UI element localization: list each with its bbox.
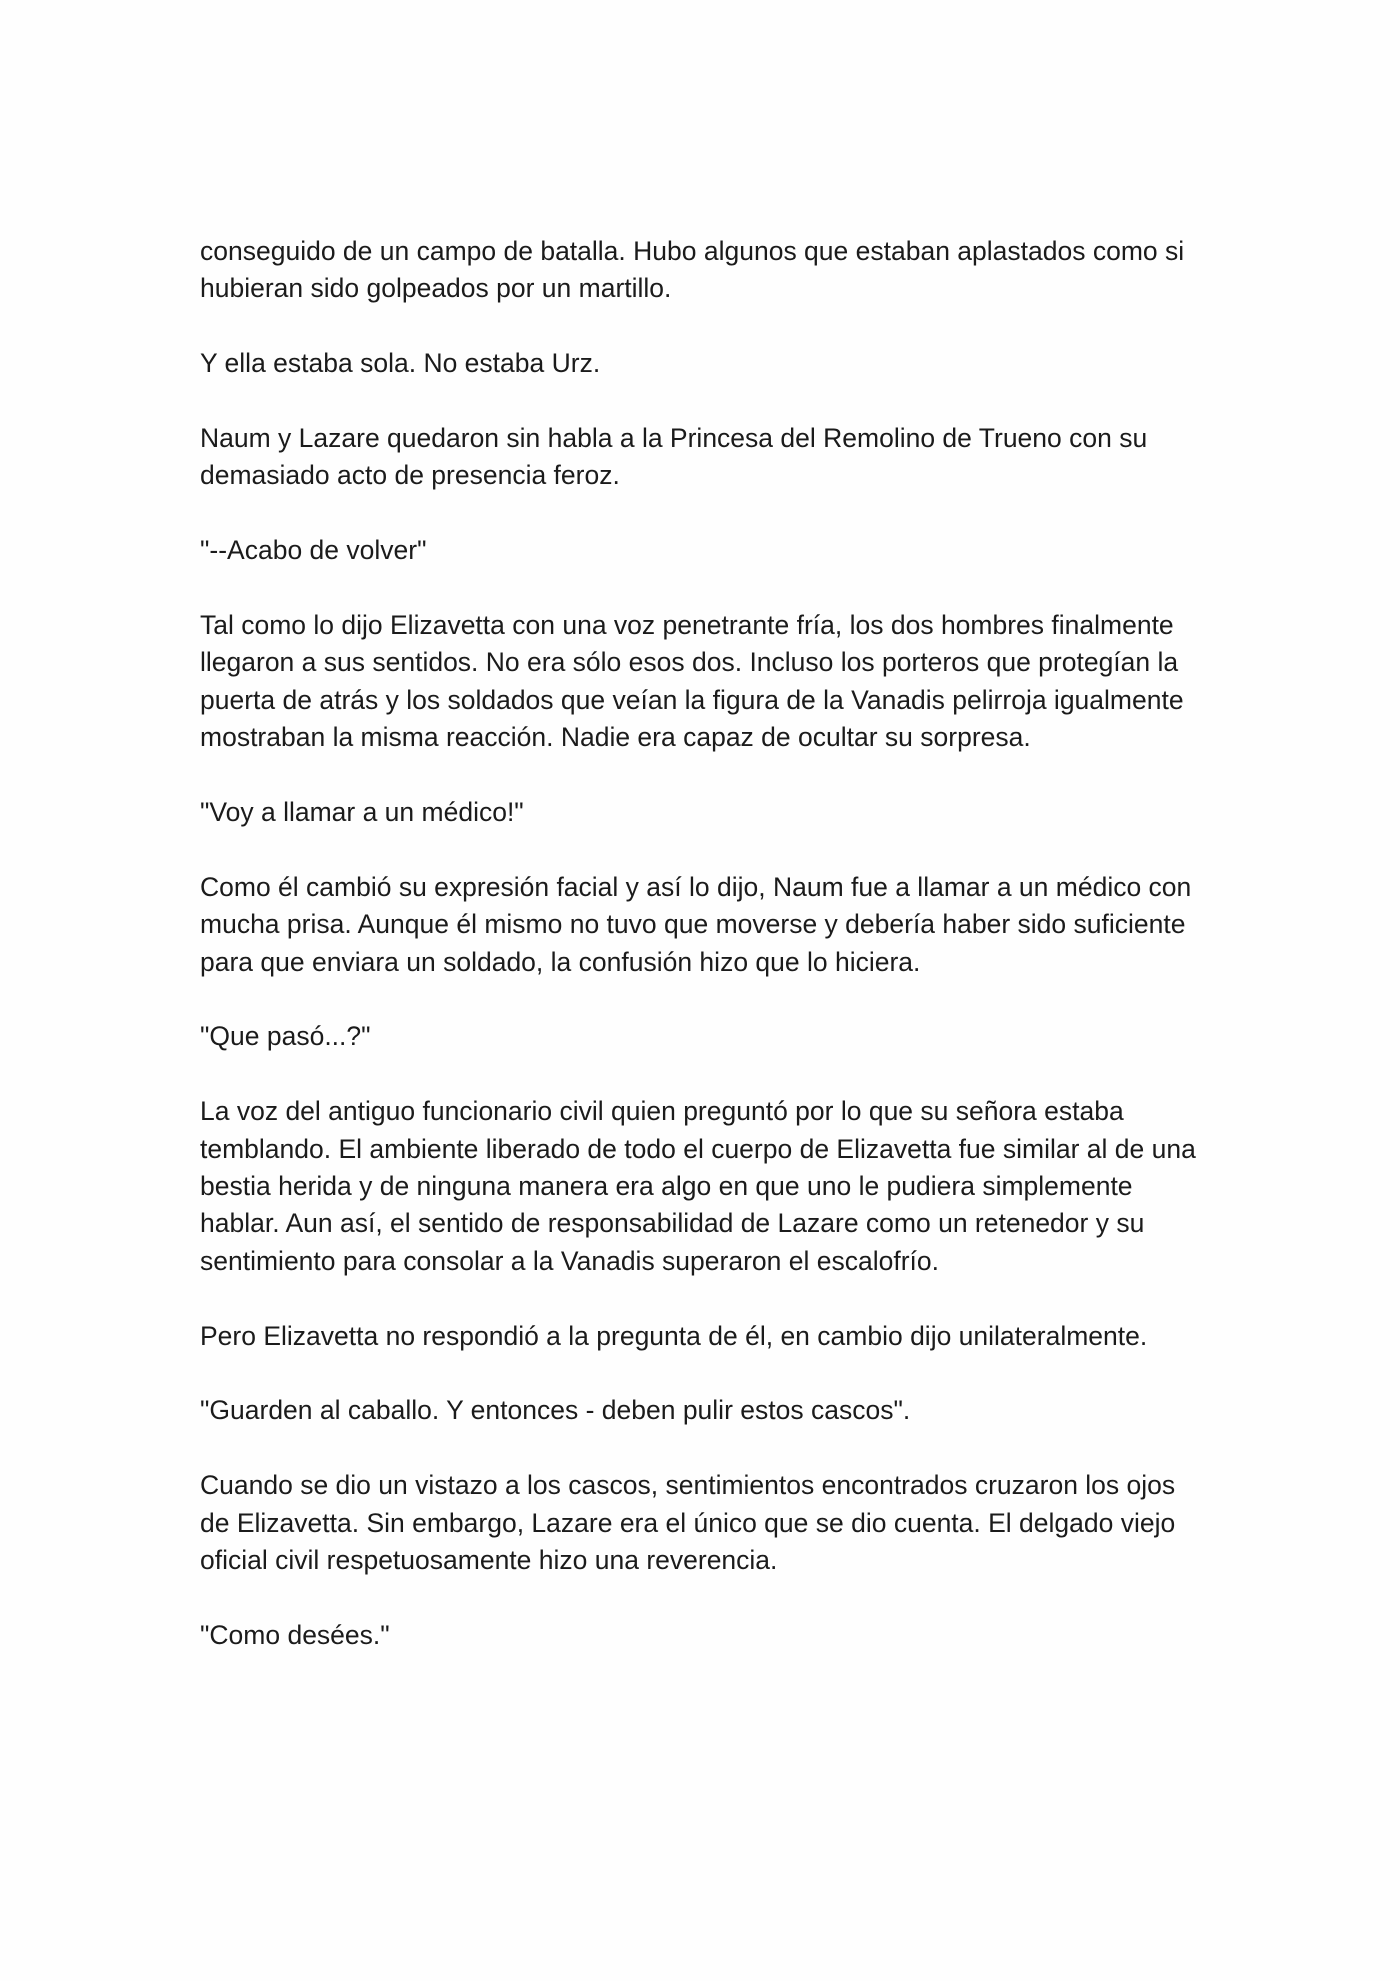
paragraph-8: "Que pasó...?" [200, 1021, 371, 1052]
paragraph-5: Tal como lo dijo Elizavetta con una voz penetrante fría, los dos hombres finalmente llegaron a sus sentidos. No era sólo esos dos. Incluso los porteros que protegían la puerta de atrás y los soldados que veían la figura de la Vanadis pelirroja igualmente mostraban la misma reacción. Nadie era capaz de ocultar su sorpresa. [200, 610, 1184, 753]
paragraph-9: La voz del antiguo funcionario civil quien preguntó por lo que su señora estaba temblando. El ambiente liberado de todo el cuerpo de Elizavetta fue similar al de una bestia herida y de ninguna manera era algo en que uno le pudiera simplemente hablar. Aun así, el sentido de responsabilidad de Lazare como un retenedor y su sentimiento para consolar a la Vanadis superaron el escalofrío. [200, 1096, 1196, 1276]
paragraph-1: conseguido de un campo de batalla. Hubo algunos que estaban aplastados como si hubieran sido golpeados por un martillo. [200, 236, 1185, 304]
paragraph-13: "Como desées." [200, 1619, 390, 1650]
paragraph-6: "Voy a llamar a un médico!" [200, 797, 524, 828]
paragraph-4: "--Acabo de volver" [200, 535, 427, 566]
paragraph-11: "Guarden al caballo. Y entonces - deben pulir estos cascos". [200, 1395, 911, 1426]
paragraph-10: Pero Elizavetta no respondió a la pregunta de él, en cambio dijo unilateralmente. [200, 1320, 1148, 1351]
paragraph-3: Naum y Lazare quedaron sin habla a la Princesa del Remolino de Trueno con su demasiado acto de presencia feroz. [200, 423, 1148, 491]
document-body [200, 233, 1210, 1692]
paragraph-2: Y ella estaba sola. No estaba Urz. [200, 348, 601, 379]
paragraph-7: Como él cambió su expresión facial y así lo dijo, Naum fue a llamar a un médico con mucha prisa. Aunque él mismo no tuvo que moverse y debería haber sido suficiente para que enviara un soldado, la confusión hizo que lo hiciera. [200, 871, 1192, 977]
paragraph-12: Cuando se dio un vistazo a los cascos, sentimientos encontrados cruzaron los ojos de Elizavetta. Sin embargo, Lazare era el único que se dio cuenta. El delgado viejo oficial civil respetuosamente hizo una reverencia. [200, 1470, 1176, 1576]
